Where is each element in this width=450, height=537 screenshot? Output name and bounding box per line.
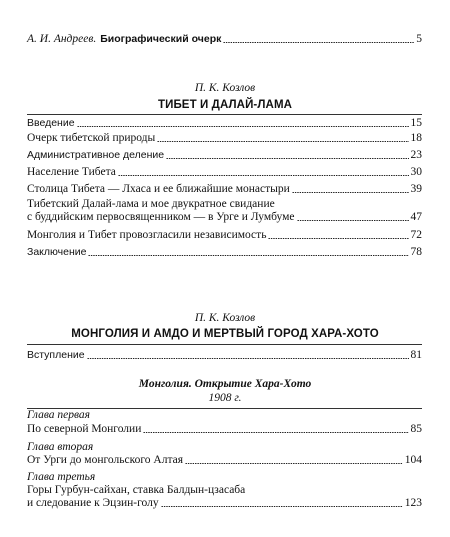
page-number: 123 bbox=[404, 497, 422, 509]
section-rule bbox=[27, 344, 422, 345]
section-title: МОНГОЛИЯ И АМДО И МЕРТВЫЙ ГОРОД ХАРА-ХОТО bbox=[71, 328, 379, 340]
page-number: 5 bbox=[416, 33, 422, 45]
page-number: 81 bbox=[410, 349, 422, 361]
leader-dots bbox=[77, 126, 409, 127]
entry-text: Заключение bbox=[27, 246, 87, 258]
toc-entry bbox=[27, 198, 422, 224]
page-number: 104 bbox=[404, 454, 422, 466]
page-number: 78 bbox=[410, 246, 422, 258]
chapter-label: Глава вторая bbox=[27, 441, 94, 453]
entry-text: По северной Монголии bbox=[27, 423, 142, 435]
page-number: 72 bbox=[410, 229, 422, 241]
entry-text: Административное деление bbox=[27, 149, 165, 161]
page-number: 85 bbox=[410, 423, 422, 435]
leader-dots bbox=[166, 158, 408, 159]
entry-text: Очерк тибетской природы bbox=[27, 132, 156, 144]
entry-author: А. И. Андреев. bbox=[27, 33, 97, 45]
toc-entry bbox=[27, 423, 422, 436]
page-number: 15 bbox=[410, 117, 422, 129]
page-number: 47 bbox=[410, 211, 422, 223]
section-title: ТИБЕТ И ДАЛАЙ-ЛАМА bbox=[157, 99, 293, 111]
leader-dots bbox=[297, 220, 409, 221]
entry-text: От Урги до монгольского Алтая bbox=[27, 454, 184, 466]
leader-dots bbox=[223, 42, 414, 43]
leader-dots bbox=[292, 192, 409, 193]
page-number: 23 bbox=[410, 149, 422, 161]
entry-text-line1: Тибетский Далай-лама и мое двукратное свидание bbox=[27, 198, 275, 210]
leader-dots bbox=[87, 358, 409, 359]
toc-entry bbox=[27, 484, 422, 510]
entry-text-line1: Горы Гурбун-сайхан, ставка Балдын-цзасаба bbox=[27, 484, 246, 496]
leader-dots bbox=[161, 506, 403, 507]
entry-text: Столица Тибета — Лхаса и ее ближайшие монастыри bbox=[27, 183, 290, 195]
leader-dots bbox=[143, 432, 408, 433]
section-author: П. К. Козлов bbox=[194, 82, 256, 94]
leader-dots bbox=[157, 141, 408, 142]
chapter-label: Глава первая bbox=[27, 409, 90, 421]
toc-entry bbox=[27, 166, 422, 179]
entry-text: Монголия и Тибет провозгласили независимость bbox=[27, 229, 267, 241]
page-number: 30 bbox=[410, 166, 422, 178]
toc-entry bbox=[27, 454, 422, 467]
section-author: П. К. Козлов bbox=[194, 312, 256, 324]
chapter-label: Глава третья bbox=[27, 471, 96, 483]
toc-entry bbox=[27, 349, 422, 362]
toc-entry bbox=[27, 117, 422, 130]
part-year: 1908 г. bbox=[208, 392, 242, 404]
leader-dots bbox=[118, 175, 409, 176]
entry-text: Введение bbox=[27, 117, 75, 129]
toc-entry bbox=[27, 183, 422, 196]
leader-dots bbox=[88, 255, 408, 256]
entry-text: Вступление bbox=[27, 349, 85, 361]
toc-entry bbox=[27, 229, 422, 242]
toc-entry-biography bbox=[27, 33, 422, 46]
toc-entry bbox=[27, 149, 422, 162]
leader-dots bbox=[185, 463, 403, 464]
entry-text: Население Тибета bbox=[27, 166, 116, 178]
entry-title: Биографический очерк bbox=[100, 33, 222, 45]
entry-text: и следование к Эцзин-голу bbox=[27, 497, 159, 509]
entry-text: с буддийским первосвященником — в Урге и Лумбуме bbox=[27, 211, 295, 223]
leader-dots bbox=[268, 238, 408, 239]
toc-entry bbox=[27, 246, 422, 259]
page-number: 18 bbox=[410, 132, 422, 144]
part-title: Монголия. Открытие Хара-Хото bbox=[138, 378, 312, 390]
page-number: 39 bbox=[410, 183, 422, 195]
toc-entry bbox=[27, 132, 422, 145]
section-rule bbox=[27, 114, 422, 115]
